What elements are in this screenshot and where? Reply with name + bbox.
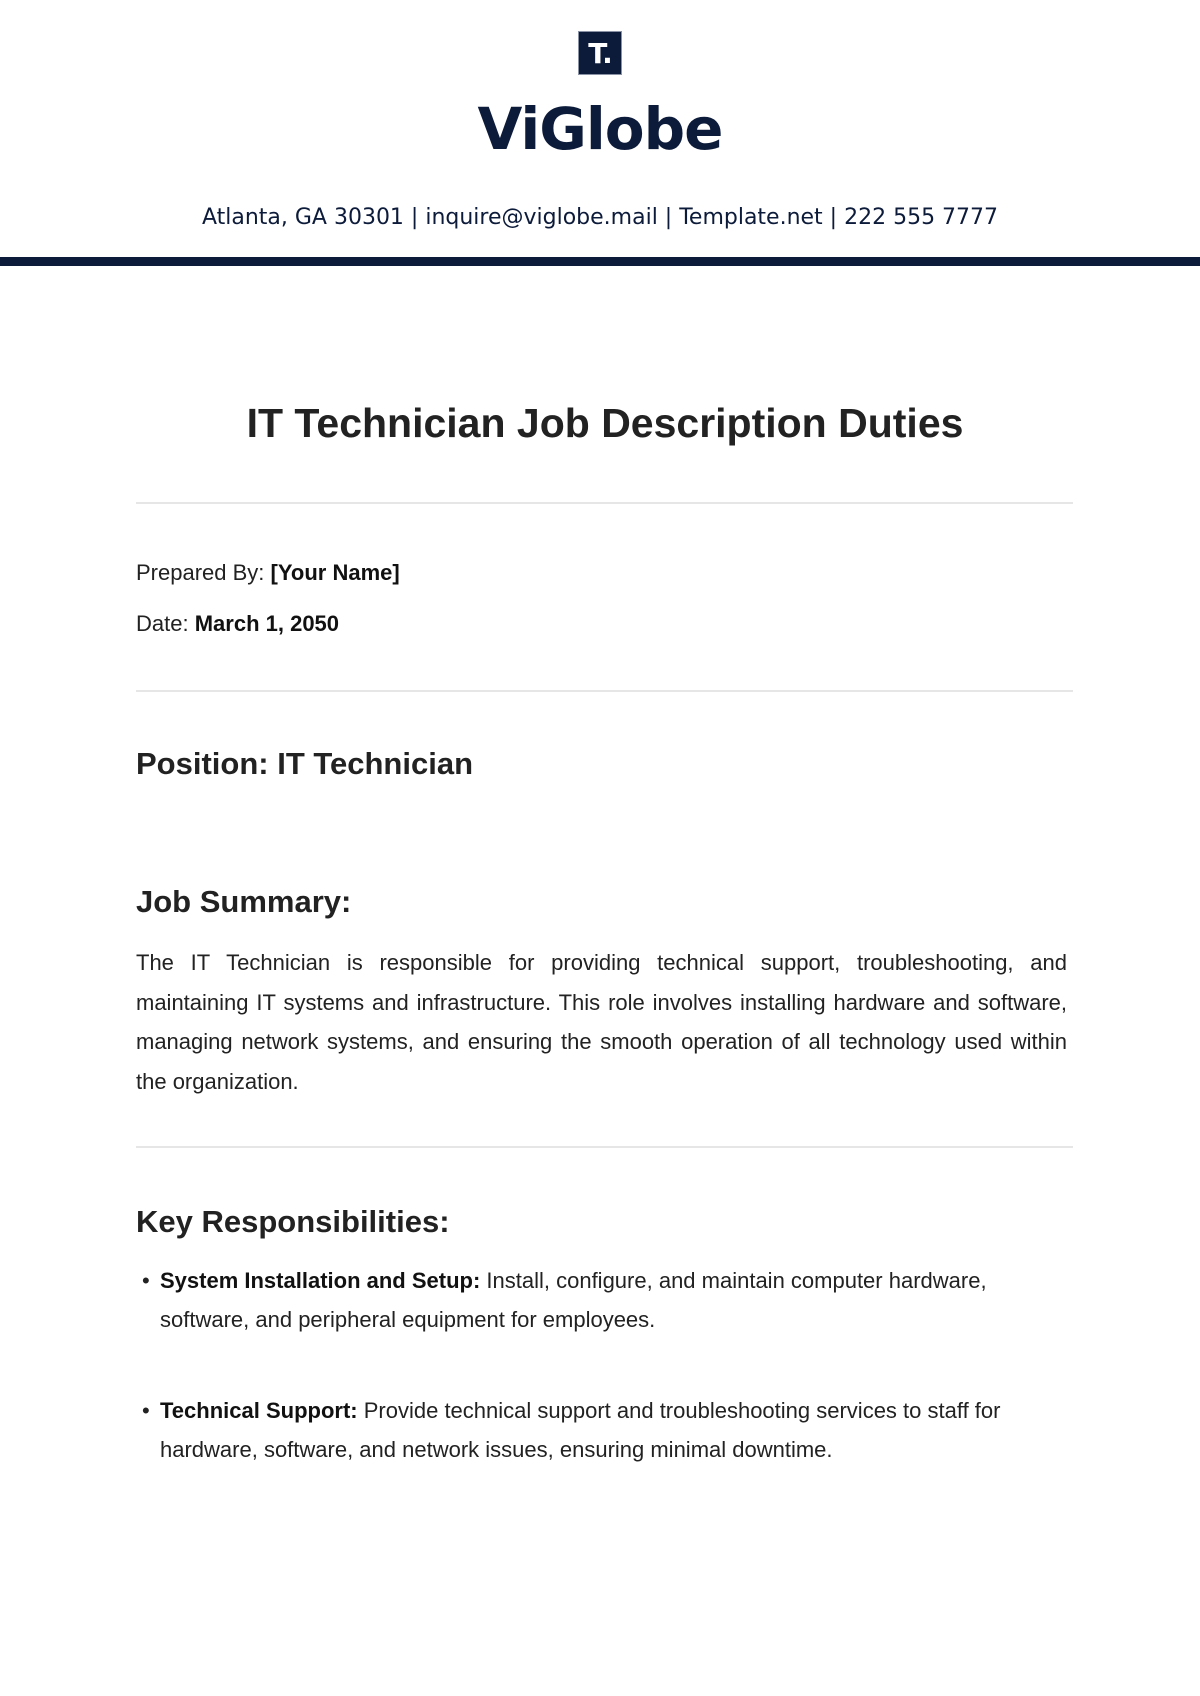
divider [136, 1146, 1073, 1148]
company-logo [578, 31, 622, 75]
letterhead [0, 0, 1200, 266]
responsibility-title: Technical Support: [160, 1398, 358, 1423]
responsibility-title: System Installation and Setup: [160, 1268, 481, 1293]
prepared-by-label: Prepared By: [136, 560, 265, 585]
position-heading: Position: IT Technician [136, 746, 474, 781]
header-divider [0, 257, 1200, 266]
bullet-icon: • [142, 1268, 150, 1293]
contact-line: Atlanta, GA 30301 | inquire@viglobe.mail | Template.net | 222 555 7777 [201, 205, 999, 230]
company-name: ViGlobe [477, 95, 723, 163]
date-value: March 1, 2050 [194, 611, 340, 636]
responsibility-text: Provide technical support and troubleshooting services to staff for hardware, software, and network issues, ensuring minimal downtime. [160, 1398, 1001, 1462]
job-summary-text: The IT Technician is responsible for providing technical support, troubleshooting, and maintaining IT systems and infrastructure. This role involves installing hardware and software, managing network systems, and ensuring the smooth operation of all technology used within the organization. [136, 950, 1067, 1094]
key-responsibilities-heading: Key Responsibilities: [136, 1204, 450, 1239]
document-date [136, 611, 339, 637]
job-summary-heading: Job Summary: [136, 884, 352, 919]
prepared-by [136, 560, 400, 586]
divider [136, 502, 1073, 504]
list-item [142, 1391, 1060, 1469]
responsibility-text: Install, configure, and maintain computer hardware, software, and peripheral equipment for employees. [160, 1268, 987, 1332]
list-item [142, 1261, 1060, 1339]
logo-text: T. [588, 36, 612, 70]
bullet-icon: • [142, 1398, 150, 1423]
divider [136, 690, 1073, 692]
prepared-by-value: [Your Name] [270, 560, 400, 585]
document-title: IT Technician Job Description Duties [246, 400, 964, 446]
date-label: Date: [136, 611, 189, 636]
